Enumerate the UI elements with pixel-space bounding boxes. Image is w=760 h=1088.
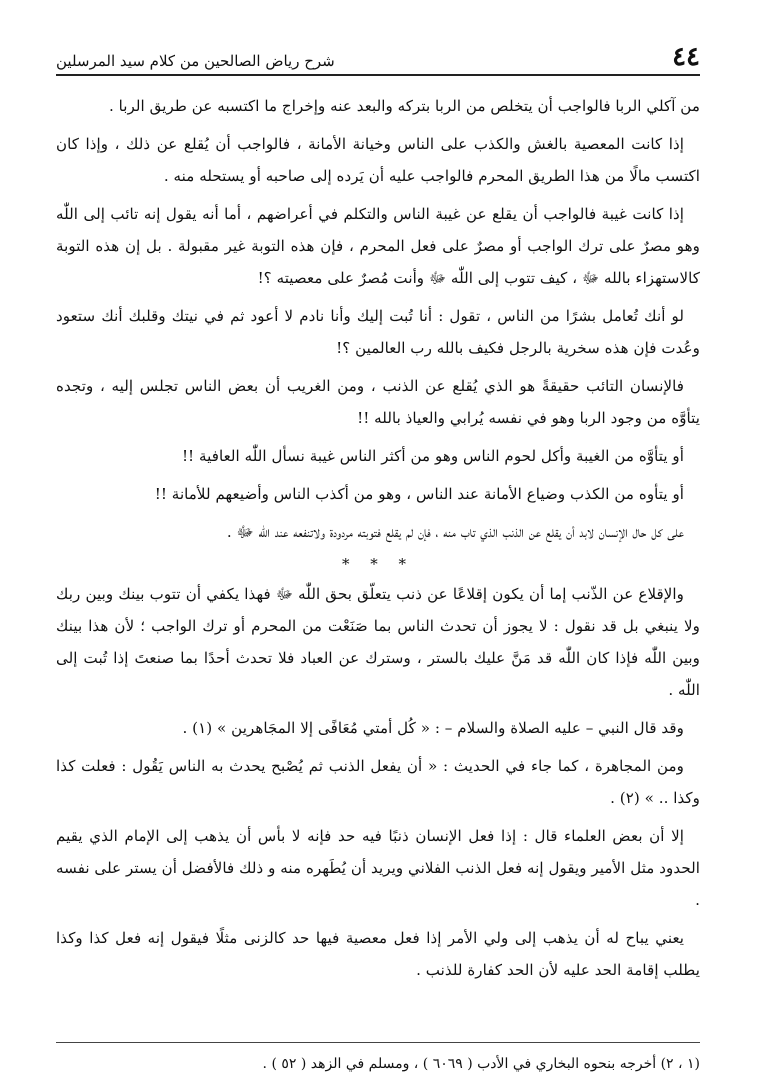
footnote: (١ ، ٢) أخرجه بنحوه البخاري في الأدب ( ٦٠٦٩ ) ، ومسلم في الزهد ( ٥٢ ) . <box>262 1056 700 1072</box>
footnote-divider <box>56 1042 700 1043</box>
paragraph: ومن المجاهرة ، كما جاء في الحديث : « أن يفعل الذنب ثم يُصْبح يحدث به الناس يَقُول : فعلت كذا وكذا .. » (٢) . <box>56 757 700 807</box>
paragraph: إلا أن بعض العلماء قال : إذا فعل الإنسان ذنبًا فيه حد فإنه لا بأس أن يذهب إلى الإمام الذي يقيم الحدود مثل الأمير ويقول إنه فعل الذنب الفلاني ويريد أن يُطَهره منه و ذلك فالأفضل أن يستر على نفسه . <box>56 827 700 909</box>
paragraph: إذا كانت المعصية بالغش والكذب على الناس وخيانة الأمانة ، فالواجب أن يُقلع عن ذلك ، وإذا كان اكتسب مالًا من هذا الطريق المحرم فالواجب عليه أن يَرده إلى صاحبه أو يستحله منه . <box>56 135 700 185</box>
main-text <box>56 90 700 986</box>
book-page <box>56 38 700 1088</box>
paragraph: وقد قال النبي – عليه الصلاة والسلام – : « كُل أمتي مُعَافًى إلا المجَاهرين » (١) . <box>182 719 684 737</box>
page-header <box>56 38 700 76</box>
paragraph: والإقلاع عن الذّنب إما أن يكون إقلاعًا عن ذنب يتعلّق بحق اللّٰه ﷻ فهذا يكفي أن تتوب بينك وبين ربك ولا ينبغي بل قد نقول : لا يجوز أن تحدث الناس بما صَنَعْت من المحرم أو ترك الواجب ؛ لأن هذا بينك وبين اللّٰه فإذا كان اللّٰه قد مَنَّ عليك بالستر ، وسترك عن العباد فلا تحدث أحدًا بما صنعتَ إذا تُبت إلى اللّٰه . <box>56 585 700 699</box>
paragraph: على كل حال الإنسان لابد أن يقلع عن الذنب الذي تاب منه ، فإن لم يقلع فتوبته مردودة ولاتنفعه عند اللّٰه ﷻ . <box>226 523 684 541</box>
section-separator: * * * <box>341 555 415 573</box>
paragraph: أو يتأوه من الكذب وضياع الأمانة عند الناس ، وهو من أكذب الناس وأضيعهم للأمانة !! <box>154 485 684 503</box>
paragraph: إذا كانت غيبة فالواجب أن يقلع عن غيبة الناس والتكلم في أعراضهم ، أما أنه يقول إنه تائب إلى اللّٰه وهو مصرٌ على ترك الواجب أو مصرٌ على فعل المحرم ، فإن هذه التوبة غير مقبولة . بل إن هذه التوبة كالاستهزاء بالله ﷻ ، كيف تتوب إلى اللّٰه ﷻ وأنت مُصرٌ على معصيته ؟! <box>56 205 700 287</box>
page-number: ٤٤ <box>672 42 700 72</box>
paragraph: يعني يباح له أن يذهب إلى ولي الأمر إذا فعل معصية فيها حد كالزنى مثلًا فيقول إنه فعل كذا وكذا يطلب إقامة الحد عليه لأن الحد كفارة للذنب . <box>56 929 700 979</box>
paragraph: لو أنك تُعامل بشرًا من الناس ، تقول : أنا تُبت إليك وأنا نادم لا أعود ثم في نيتك وقلبك أنك ستعود وعُدت فإن هذه سخرية بالرجل فكيف بالله رب العالمين ؟! <box>56 307 700 357</box>
paragraph: من آكلي الربا فالواجب أن يتخلص من الربا بتركه والبعد عنه وإخراج ما اكتسبه عن طريق الربا . <box>109 97 700 115</box>
paragraph: أو يتأوَّه من الغيبة وأكل لحوم الناس وهو من أكثر الناس غيبة نسأل اللّٰه العافية !! <box>181 447 684 465</box>
paragraph: فالإنسان التائب حقيقةً هو الذي يُقلع عن الذنب ، ومن الغريب أن بعض الناس تجلس إليه ، وتجده يتأوَّه من وجود الربا وهو في نفسه يُرابي والعياذ بالله !! <box>56 377 700 427</box>
running-title: شرح رياض الصالحين من كلام سيد المرسلين <box>56 52 335 70</box>
